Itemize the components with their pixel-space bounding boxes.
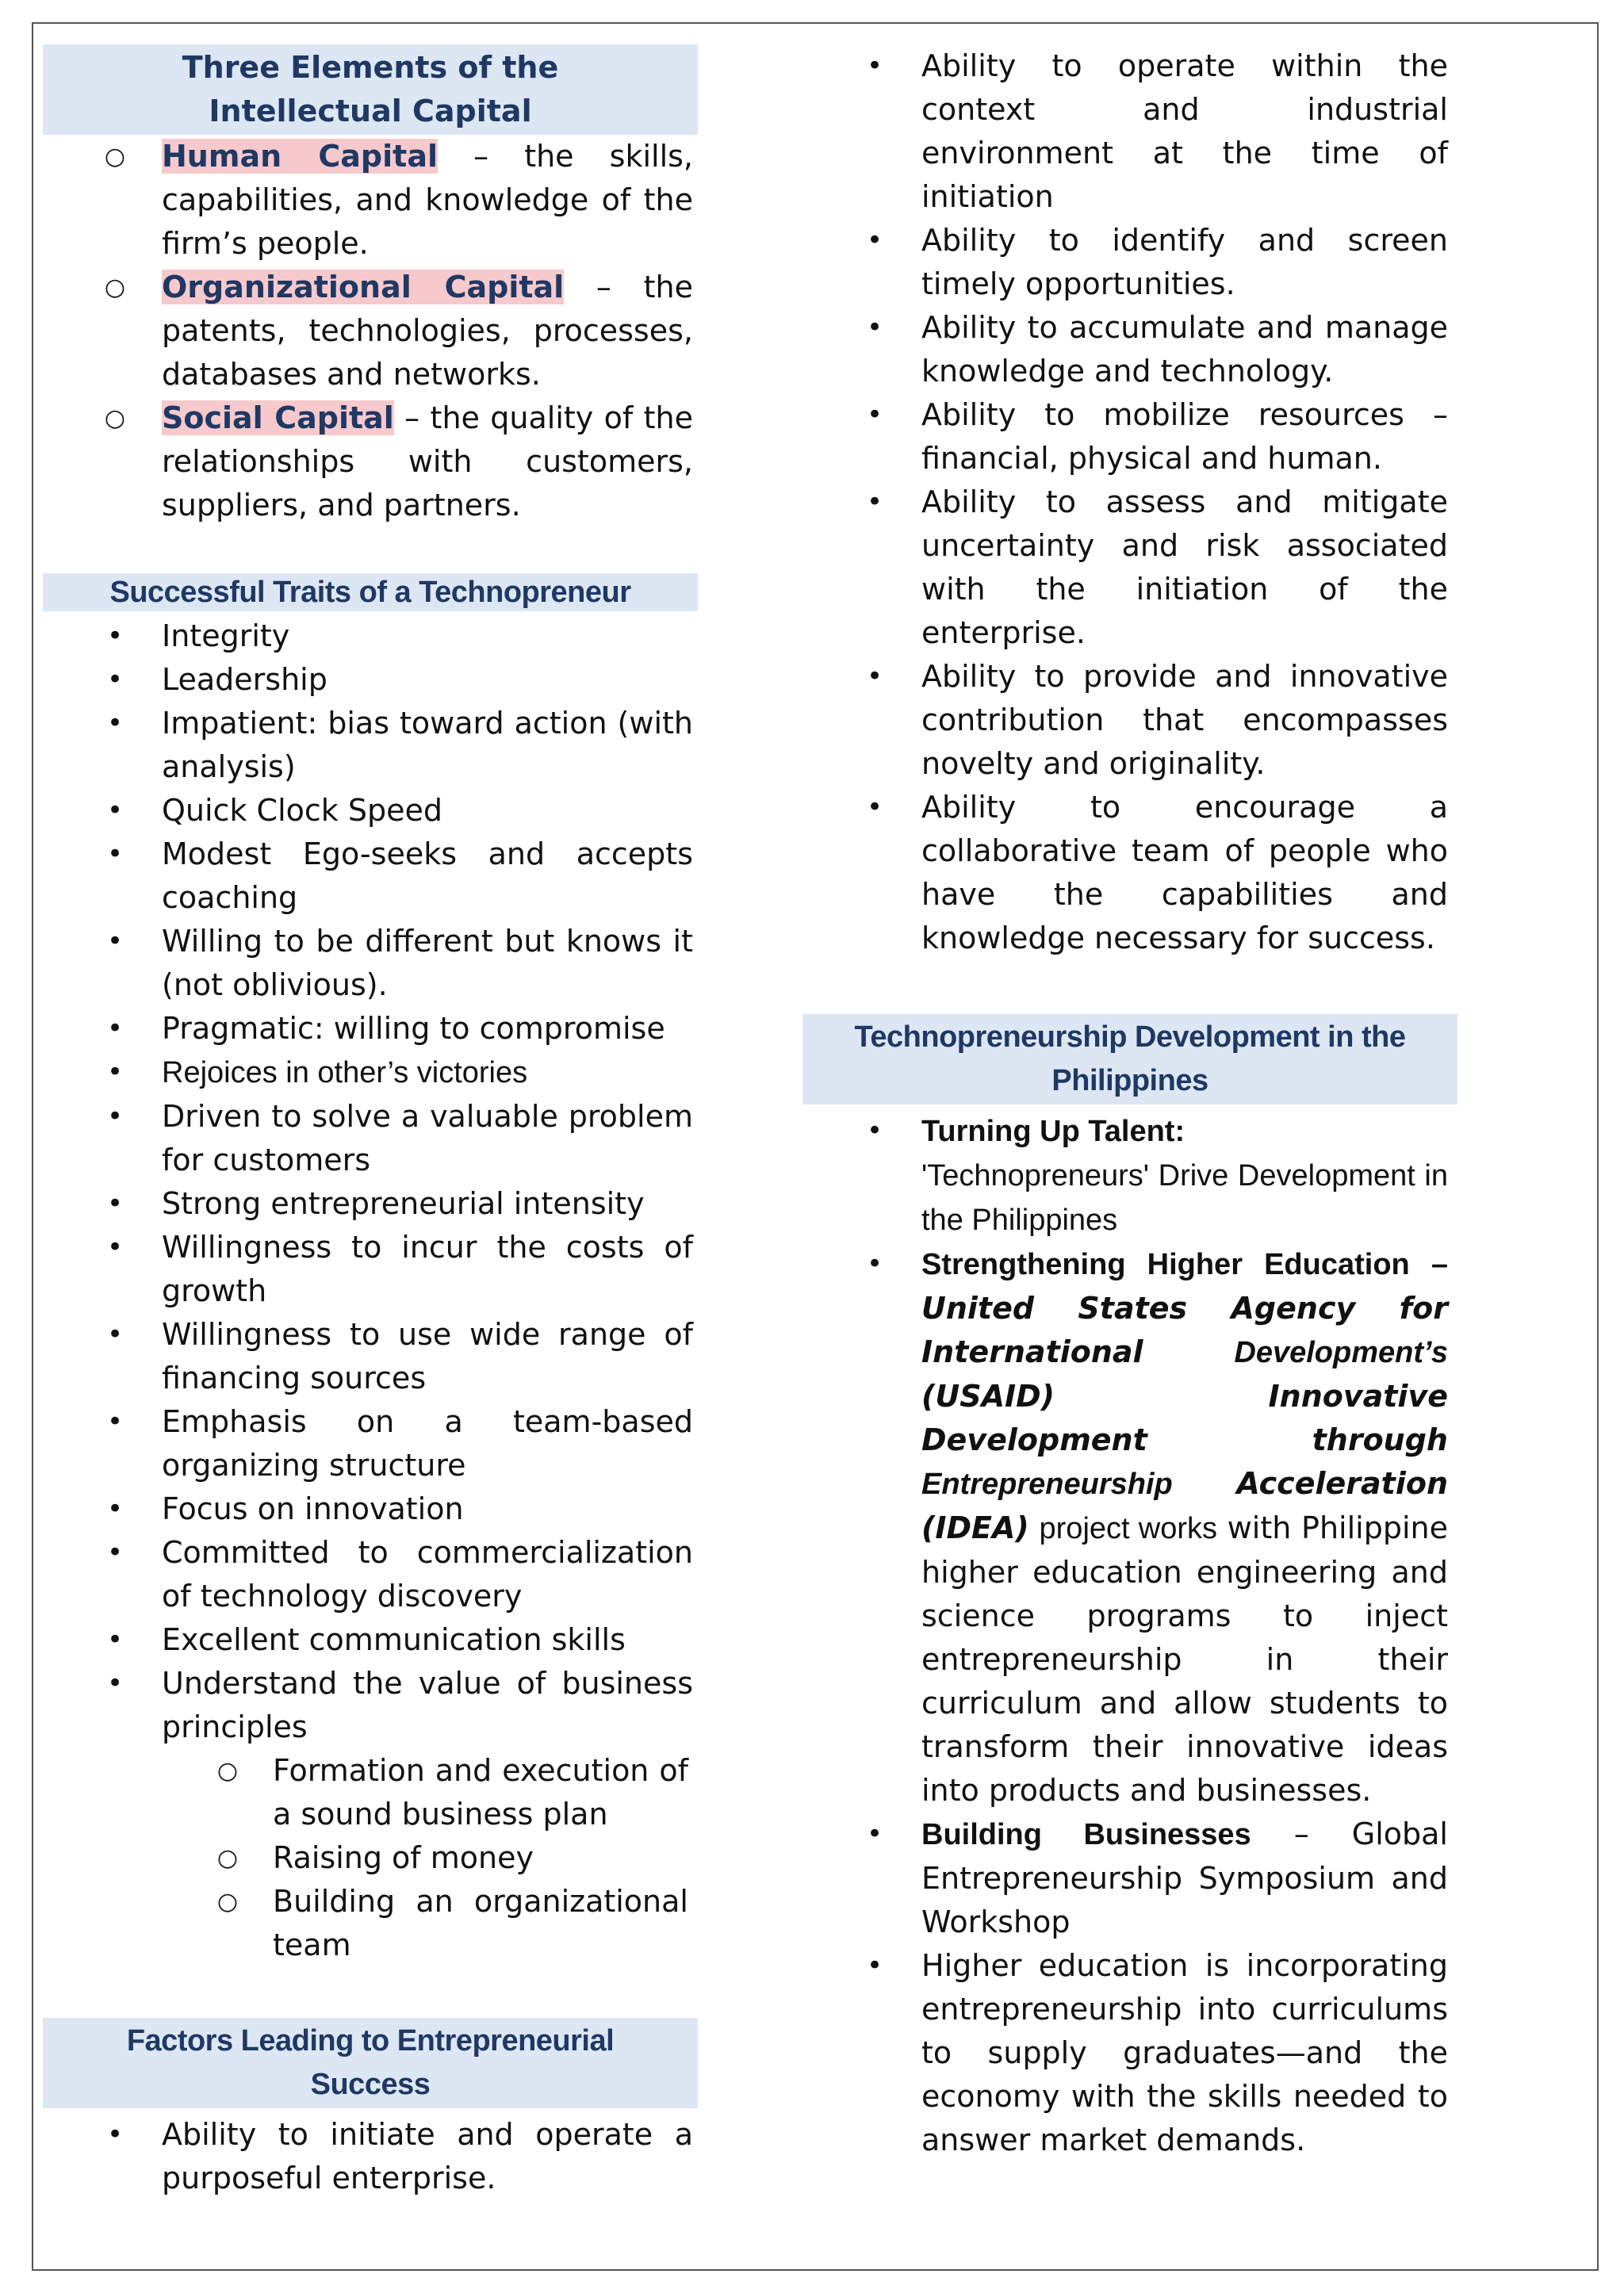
bullet-icon: • [866,486,883,518]
factor-text: Ability to accumulate and manage knowledge and technology. [921,310,1448,389]
bullet-icon: • [866,399,883,431]
heading-intellectual-capital: Three Elements of the Intellectual Capital [43,44,698,135]
sub-item-text: Building an organizational team [273,1884,688,1962]
list-item-building-businesses [802,1813,1457,1944]
trait-text: Willingness to incur the costs of growth [162,1230,693,1308]
bold-lead: Building Businesses [921,1818,1251,1851]
bullet-icon: • [106,1056,124,1088]
trait-text: Leadership [162,662,327,697]
bullet-icon: • [866,1950,883,1981]
circle-bullet-icon: ○ [104,404,126,432]
trait-text: Integrity [162,618,290,653]
list-item [43,658,698,702]
list-item-turning-up-talent [802,1109,1457,1242]
bullet-icon: • [106,1537,124,1568]
bullet-icon: • [106,1101,124,1132]
factor-text: Ability to mobilize resources – financial, physical and human. [921,397,1448,476]
factors-list-right [802,44,1457,960]
list-item-higher-education [802,1944,1457,2162]
bullet-icon: • [106,1231,124,1263]
term-social-capital: Social Capital [162,400,394,435]
text-social-capital: – the quality of the relationships with customers, suppliers, and partners. [162,400,693,523]
philippines-list [802,1109,1457,2162]
bullet-icon: • [866,791,883,823]
list-item [802,44,1457,219]
traits-list [43,614,698,1967]
circle-bullet-icon: ○ [216,1844,239,1872]
list-item [802,393,1457,480]
list-item [802,655,1457,786]
item-text: 'Technopreneurs' Drive Development in the Philippines [921,1159,1448,1237]
sub-list-item [43,1880,693,1967]
list-item [43,920,698,1007]
trait-text: Understand the value of business principles [162,1666,693,1744]
bold-lead: Turning Up Talent: [921,1115,1185,1148]
factor-text: Ability to initiate and operate a purposeful enterprise. [162,2117,693,2195]
list-item [43,1313,698,1400]
bullet-icon: • [106,1188,124,1219]
factor-text: Ability to provide and innovative contribution that encompasses novelty and originality. [921,659,1448,781]
trait-text: Strong entrepreneurial intensity [162,1186,645,1221]
trait-text: Willingness to use wide range of financing sources [162,1317,693,1395]
left-column [43,44,698,2200]
agency-name-1: United States Agency for International [921,1291,1448,1369]
agency-name-2: Development’s [1234,1336,1448,1369]
heading-traits: Successful Traits of a Technopreneur [43,573,698,611]
trait-text: Rejoices in other’s victories [162,1056,528,1089]
list-item [43,1400,698,1487]
item-text: with Philippine higher education engineering and science programs to inject entrepreneurship in their curriculum and allow students to transform their innovative ideas into products and businesses. [921,1510,1448,1808]
bullet-icon: • [106,1319,124,1350]
trait-text: Excellent communication skills [162,1622,626,1657]
trait-text: Quick Clock Speed [162,793,442,828]
trait-text: Modest Ego-seeks and accepts coaching [162,836,693,915]
business-principles-sublist [162,1749,693,1967]
list-item [43,789,698,833]
bullet-icon: • [106,1013,124,1044]
circle-bullet-icon: ○ [104,143,126,170]
sub-item-text: Formation and execution of a sound business plan [273,1753,688,1832]
bullet-icon: • [106,925,124,957]
list-item-social-capital [43,396,698,527]
agency-name-4: Entrepreneurship [921,1468,1173,1501]
heading-factors: Factors Leading to Entrepreneurial Success [43,2018,698,2108]
list-item-human-capital [43,135,698,266]
agency-name-3: (USAID) Innovative Development through [921,1379,1448,1457]
list-item [43,1487,698,1531]
trait-text: Emphasis on a team-based organizing structure [162,1404,693,1483]
list-item [43,2113,698,2200]
list-item [43,1226,698,1313]
trait-text: Driven to solve a valuable problem for customers [162,1099,693,1177]
text-human-capital: – the skills, capabilities, and knowledge of the firm’s people. [162,139,694,261]
trait-text: Willing to be different but knows it (not oblivious). [162,924,693,1002]
list-item [43,702,698,789]
agency-name-5: Acceleration (IDEA) [921,1466,1448,1545]
trait-text: Pragmatic: willing to compromise [162,1011,665,1046]
bullet-icon: • [106,707,124,739]
bullet-icon: • [106,1667,124,1699]
list-item [43,1051,698,1095]
bullet-icon: • [866,1115,883,1146]
right-column [802,44,1457,2162]
intellectual-capital-list [43,135,698,527]
sub-list-item [43,1836,693,1880]
item-text: – Global Entrepreneurship Symposium and Workshop [921,1816,1448,1939]
text-organizational-capital: – the patents, technologies, processes, databases and networks. [162,270,693,392]
list-item-strengthening-higher-education [802,1242,1457,1813]
bold-lead: Strengthening Higher Education – [921,1248,1448,1281]
factor-text: Ability to assess and mitigate uncertainty and risk associated with the initiation of the enterprise. [921,484,1448,650]
sub-item-text: Raising of money [273,1840,534,1875]
bullet-icon: • [106,664,124,695]
trait-text: Impatient: bias toward action (with analysis) [162,706,693,784]
trait-text: Committed to commercialization of technology discovery [162,1535,693,1614]
bullet-icon: • [106,1624,124,1656]
factor-text: Ability to operate within the context and industrial environment at the time of initiation [921,48,1448,214]
bullet-icon: • [866,50,883,82]
bullet-icon: • [866,660,883,692]
list-item [43,1531,698,1618]
item-text: Higher education is incorporating entrepreneurship into curriculums to supply graduates—and the economy with the skills needed to answer market demands. [921,1948,1448,2157]
list-item [43,614,698,658]
bullet-icon: • [106,1406,124,1437]
term-organizational-capital: Organizational Capital [162,270,565,304]
sub-list-item [43,1749,693,1836]
item-text-small: project works [1039,1512,1217,1545]
circle-bullet-icon: ○ [216,1757,239,1785]
list-item [43,1095,698,1182]
bullet-icon: • [106,1493,124,1525]
list-item [802,786,1457,960]
bullet-icon: • [106,794,124,826]
list-item [802,480,1457,655]
factor-text: Ability to identify and screen timely opportunities. [921,223,1448,301]
list-item [802,219,1457,306]
factors-list-left [43,2113,698,2200]
bullet-icon: • [106,2119,124,2150]
trait-text: Focus on innovation [162,1491,464,1526]
circle-bullet-icon: ○ [104,274,126,301]
heading-philippines: Technopreneurship Development in the Philippines [802,1014,1457,1104]
list-item [43,1662,698,1967]
bullet-icon: • [106,838,124,870]
bullet-icon: • [866,224,883,256]
list-item [43,1182,698,1226]
bullet-icon: • [866,1818,883,1850]
bullet-icon: • [866,312,883,343]
list-item [43,833,698,920]
term-human-capital: Human Capital [162,139,438,174]
list-item [43,1007,698,1051]
list-item [802,306,1457,393]
bullet-icon: • [866,1248,883,1280]
factor-text: Ability to encourage a collaborative team of people who have the capabilities and knowledge necessary for success. [921,790,1448,955]
bullet-icon: • [106,620,124,652]
list-item [43,1618,698,1662]
circle-bullet-icon: ○ [216,1888,239,1916]
list-item-organizational-capital [43,266,698,396]
